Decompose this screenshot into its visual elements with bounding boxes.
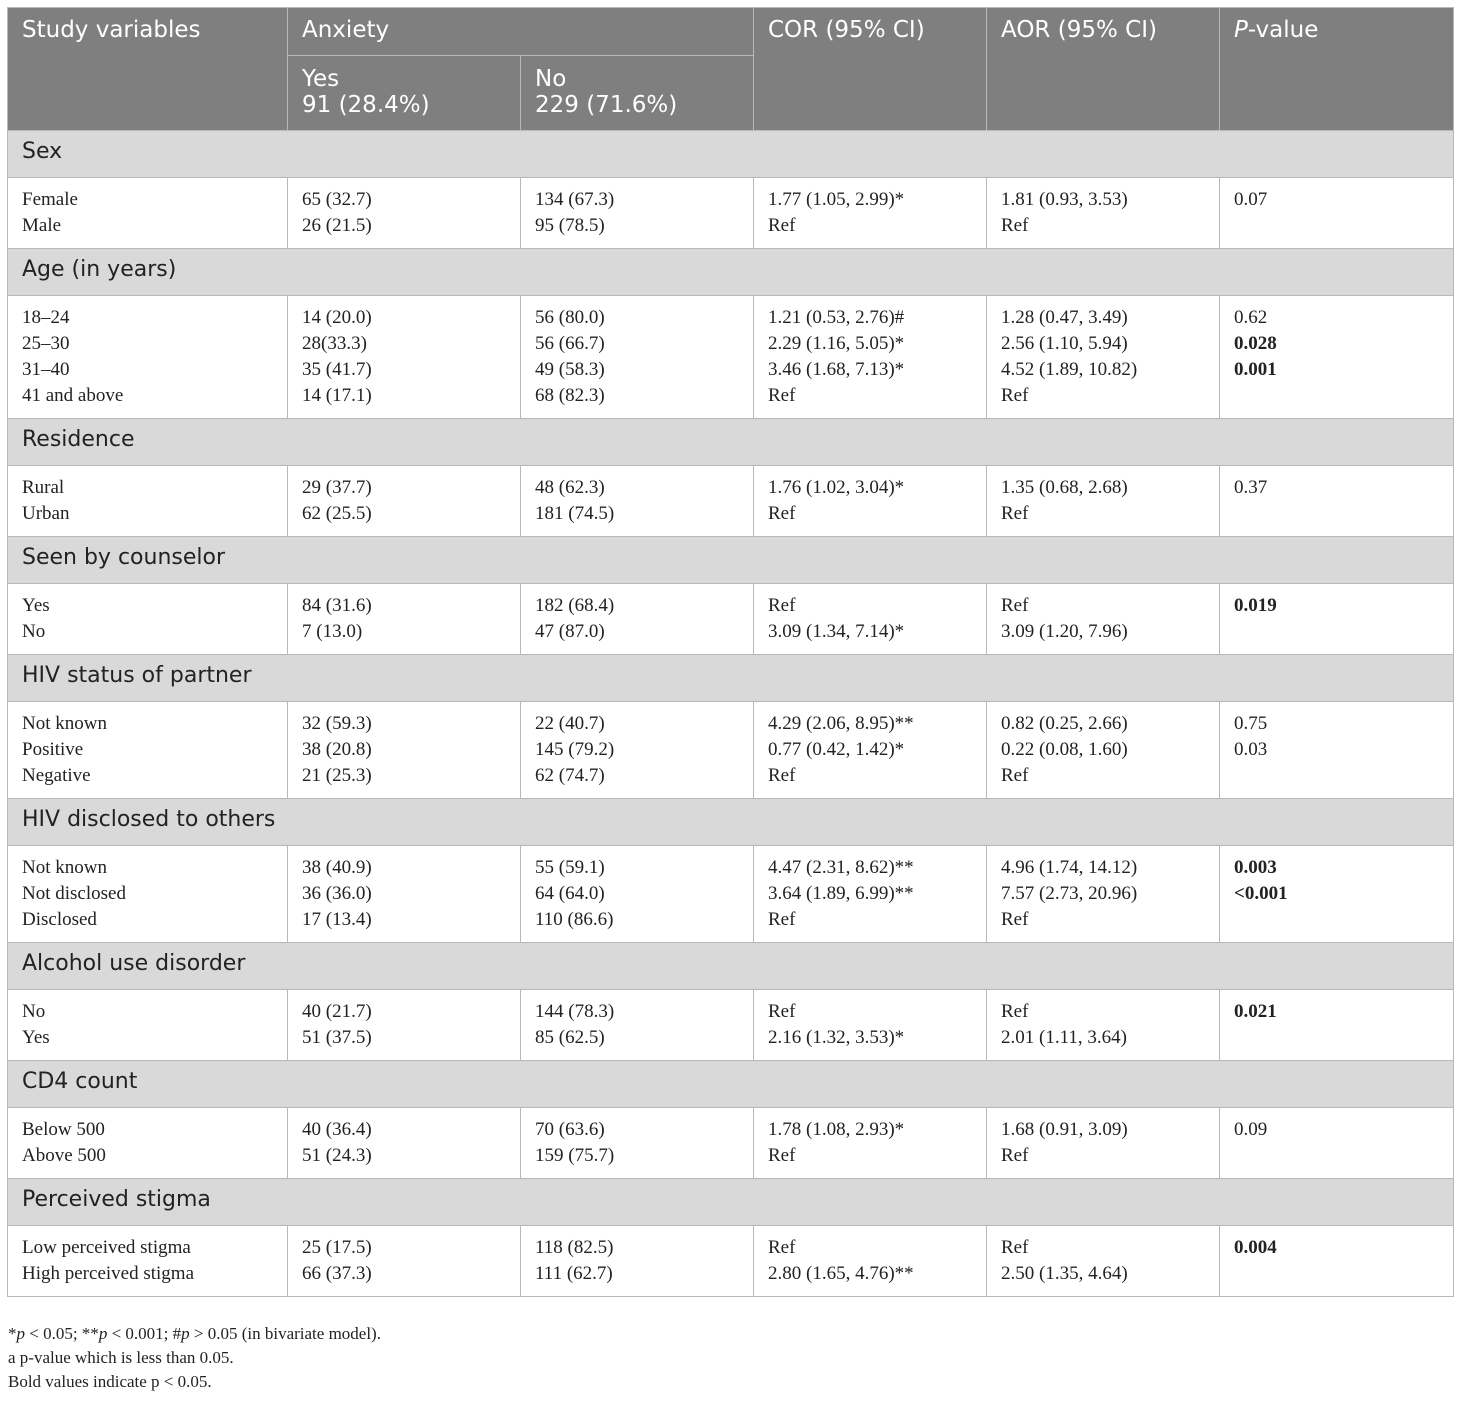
table-value: 56 (66.7) (535, 333, 605, 354)
table-value (1234, 501, 1453, 527)
table-value: 1.76 (1.02, 3.04)* (768, 477, 905, 498)
cor-cell (754, 846, 987, 943)
table-value: 14 (17.1) (302, 385, 372, 406)
table-value: 1.78 (1.08, 2.93)* (768, 1119, 905, 1140)
table-value: 17 (13.4) (302, 909, 372, 930)
variable-cell (8, 178, 288, 249)
table-value: 25 (17.5) (302, 1237, 372, 1258)
table-value: Ref (768, 1145, 796, 1166)
header-cor: COR (95% CI) (754, 8, 987, 131)
anxiety-no-cell (521, 990, 754, 1061)
header-p-value (1220, 8, 1454, 131)
table-value: 28(33.3) (302, 333, 367, 354)
aor-cell (987, 990, 1220, 1061)
table-footnotes (8, 1322, 381, 1394)
section-header-row (8, 1061, 1454, 1108)
table-value: Ref (768, 385, 796, 406)
table-value: 62 (25.5) (302, 503, 372, 524)
table-value: 181 (74.5) (535, 503, 615, 524)
table-value: 0.028 (1234, 333, 1277, 354)
table-header (8, 8, 1454, 131)
variable-cell (8, 584, 288, 655)
section-header-row (8, 131, 1454, 178)
table-value: Not known (22, 857, 107, 878)
table-value: 65 (32.7) (302, 189, 372, 210)
table-value: 111 (62.7) (535, 1263, 613, 1284)
table-value: 1.28 (0.47, 3.49) (1001, 307, 1128, 328)
table-value: 47 (87.0) (535, 621, 605, 642)
table-value: 49 (58.3) (535, 359, 605, 380)
section-title: Perceived stigma (8, 1179, 1454, 1226)
table-value: 7.57 (2.73, 20.96) (1001, 883, 1138, 904)
table-value: Male (22, 215, 62, 236)
aor-cell (987, 584, 1220, 655)
table-value: Female (22, 189, 78, 210)
section-header-row (8, 655, 1454, 702)
section-title: Age (in years) (8, 249, 1454, 296)
table-value: 110 (86.6) (535, 909, 614, 930)
p-value-cell (1220, 846, 1454, 943)
table-value: 0.37 (1234, 477, 1268, 498)
anxiety-no-cell (521, 1226, 754, 1297)
section-data-row (8, 1226, 1454, 1297)
header-yes-label: Yes (302, 66, 340, 92)
table-value: 0.07 (1234, 189, 1268, 210)
anxiety-no-cell (521, 178, 754, 249)
table-value: 0.77 (0.42, 1.42)* (768, 739, 905, 760)
table-value: 35 (41.7) (302, 359, 372, 380)
table-value: 55 (59.1) (535, 857, 605, 878)
anxiety-no-cell (521, 846, 754, 943)
table-value: 56 (80.0) (535, 307, 605, 328)
header-p-italic: P (1234, 17, 1248, 43)
p-value-cell (1220, 1108, 1454, 1179)
table-value (1234, 1143, 1453, 1169)
table-value: 1.35 (0.68, 2.68) (1001, 477, 1128, 498)
anxiety-no-cell (521, 1108, 754, 1179)
variable-cell (8, 296, 288, 419)
table-value: 145 (79.2) (535, 739, 615, 760)
table-value: 4.96 (1.74, 14.12) (1001, 857, 1138, 878)
anxiety-yes-cell (288, 296, 521, 419)
footnote-p: p (181, 1324, 190, 1343)
table-value: 2.01 (1.11, 3.64) (1001, 1027, 1127, 1048)
table-value: 38 (40.9) (302, 857, 372, 878)
table-value: Ref (768, 215, 796, 236)
table-value (1234, 213, 1453, 239)
header-yes (288, 56, 521, 131)
table-value: 41 and above (22, 385, 124, 406)
variable-cell (8, 702, 288, 799)
table-value: Ref (1001, 1001, 1029, 1022)
table-value: Above 500 (22, 1145, 106, 1166)
table-value: 134 (67.3) (535, 189, 615, 210)
results-table-container (7, 7, 1453, 1297)
table-value: Ref (768, 1001, 796, 1022)
anxiety-no-cell (521, 584, 754, 655)
table-value: 2.29 (1.16, 5.05)* (768, 333, 905, 354)
table-value: 70 (63.6) (535, 1119, 605, 1140)
table-value: 0.021 (1234, 1001, 1277, 1022)
table-value: 18–24 (22, 307, 70, 328)
variable-cell (8, 466, 288, 537)
section-header-row (8, 419, 1454, 466)
table-value: 1.81 (0.93, 3.53) (1001, 189, 1128, 210)
table-value: No (22, 1001, 46, 1022)
p-value-cell (1220, 702, 1454, 799)
anxiety-yes-cell (288, 178, 521, 249)
anxiety-no-cell (521, 466, 754, 537)
footnote-star: * (8, 1324, 17, 1343)
header-aor: AOR (95% CI) (987, 8, 1220, 131)
header-no-label: No (535, 66, 567, 92)
table-value: 0.03 (1234, 739, 1268, 760)
table-value: 0.75 (1234, 713, 1268, 734)
footnote-significance (8, 1322, 381, 1346)
table-value: 51 (24.3) (302, 1145, 372, 1166)
header-yes-count: 91 (28.4%) (302, 92, 430, 118)
table-value: 32 (59.3) (302, 713, 372, 734)
cor-cell (754, 584, 987, 655)
section-data-row (8, 466, 1454, 537)
table-value: Ref (1001, 215, 1029, 236)
table-value: 3.09 (1.20, 7.96) (1001, 621, 1128, 642)
table-value: Ref (1001, 1145, 1029, 1166)
table-value: 84 (31.6) (302, 595, 372, 616)
table-value: 2.50 (1.35, 4.64) (1001, 1263, 1128, 1284)
anxiety-yes-cell (288, 466, 521, 537)
table-value: 144 (78.3) (535, 1001, 615, 1022)
table-value: 85 (62.5) (535, 1027, 605, 1048)
table-value: 4.52 (1.89, 10.82) (1001, 359, 1138, 380)
section-data-row (8, 178, 1454, 249)
section-data-row (8, 702, 1454, 799)
header-study-variables: Study variables (8, 8, 288, 131)
section-title: Seen by counselor (8, 537, 1454, 584)
table-value: Not known (22, 713, 107, 734)
header-no-count: 229 (71.6%) (535, 92, 678, 118)
table-value: 40 (21.7) (302, 1001, 372, 1022)
table-value: 1.68 (0.91, 3.09) (1001, 1119, 1128, 1140)
cor-cell (754, 702, 987, 799)
header-no (521, 56, 754, 131)
cor-cell (754, 466, 987, 537)
table-value: Low perceived stigma (22, 1237, 191, 1258)
table-value: High perceived stigma (22, 1263, 195, 1284)
aor-cell (987, 846, 1220, 943)
section-header-row (8, 249, 1454, 296)
anxiety-yes-cell (288, 990, 521, 1061)
table-value: 1.21 (0.53, 2.76)# (768, 307, 905, 328)
p-value-cell (1220, 584, 1454, 655)
table-value: <0.001 (1234, 883, 1288, 904)
table-value: 51 (37.5) (302, 1027, 372, 1048)
table-value: 95 (78.5) (535, 215, 605, 236)
section-title: HIV status of partner (8, 655, 1454, 702)
cor-cell (754, 990, 987, 1061)
table-value: 0.22 (0.08, 1.60) (1001, 739, 1128, 760)
table-value: 0.001 (1234, 359, 1277, 380)
table-value (1234, 763, 1453, 789)
section-header-row (8, 537, 1454, 584)
anxiety-no-cell (521, 702, 754, 799)
footnote-bold: Bold values indicate p < 0.05. (8, 1372, 212, 1391)
table-value: 40 (36.4) (302, 1119, 372, 1140)
footnote-text: < 0.05; ** (25, 1324, 99, 1343)
p-value-cell (1220, 178, 1454, 249)
section-data-row (8, 584, 1454, 655)
variable-cell (8, 846, 288, 943)
table-value: Ref (768, 765, 796, 786)
table-value: 36 (36.0) (302, 883, 372, 904)
table-value: 48 (62.3) (535, 477, 605, 498)
anxiety-yes-cell (288, 1226, 521, 1297)
footnote-a: a p-value which is less than 0.05. (8, 1348, 234, 1367)
cor-cell (754, 1226, 987, 1297)
header-anxiety: Anxiety (288, 8, 754, 56)
anxiety-yes-cell (288, 702, 521, 799)
table-value (1234, 383, 1453, 409)
variable-cell (8, 990, 288, 1061)
p-value-cell (1220, 296, 1454, 419)
table-value: 2.16 (1.32, 3.53)* (768, 1027, 905, 1048)
aor-cell (987, 178, 1220, 249)
table-value: 25–30 (22, 333, 70, 354)
anxiety-yes-cell (288, 846, 521, 943)
table-value: Ref (1001, 503, 1029, 524)
table-value: Ref (768, 909, 796, 930)
aor-cell (987, 702, 1220, 799)
table-value: Rural (22, 477, 65, 498)
table-value: 3.09 (1.34, 7.14)* (768, 621, 905, 642)
section-title: CD4 count (8, 1061, 1454, 1108)
table-value: 22 (40.7) (535, 713, 605, 734)
header-p-rest: -value (1247, 17, 1319, 43)
p-value-cell (1220, 990, 1454, 1061)
table-value: 7 (13.0) (302, 621, 363, 642)
table-value: 159 (75.7) (535, 1145, 615, 1166)
table-value (1234, 1025, 1453, 1051)
table-value: Negative (22, 765, 91, 786)
table-value: Ref (768, 503, 796, 524)
table-value: 38 (20.8) (302, 739, 372, 760)
table-body (8, 131, 1454, 1297)
table-value: Ref (1001, 1237, 1029, 1258)
table-value: 21 (25.3) (302, 765, 372, 786)
table-value: 1.77 (1.05, 2.99)* (768, 189, 905, 210)
table-value: Ref (1001, 595, 1029, 616)
table-value: 0.019 (1234, 595, 1277, 616)
table-value: 4.29 (2.06, 8.95)** (768, 713, 914, 734)
footnote-text: > 0.05 (in bivariate model). (189, 1324, 381, 1343)
table-value: 3.64 (1.89, 6.99)** (768, 883, 914, 904)
section-title: HIV disclosed to others (8, 799, 1454, 846)
table-value: 182 (68.4) (535, 595, 615, 616)
cor-cell (754, 178, 987, 249)
table-value: Ref (768, 1237, 796, 1258)
cor-cell (754, 1108, 987, 1179)
anxiety-no-cell (521, 296, 754, 419)
section-header-row (8, 799, 1454, 846)
section-title: Sex (8, 131, 1454, 178)
table-value: 14 (20.0) (302, 307, 372, 328)
table-value: Yes (22, 595, 50, 616)
table-value: Below 500 (22, 1119, 105, 1140)
table-value: 0.82 (0.25, 2.66) (1001, 713, 1128, 734)
section-data-row (8, 990, 1454, 1061)
cor-cell (754, 296, 987, 419)
table-value: Ref (1001, 765, 1029, 786)
table-value: Ref (1001, 385, 1029, 406)
table-value: 0.09 (1234, 1119, 1268, 1140)
table-value: 0.003 (1234, 857, 1277, 878)
footnote-text: < 0.001; # (107, 1324, 182, 1343)
table-value: Ref (768, 595, 796, 616)
table-value: 26 (21.5) (302, 215, 372, 236)
p-value-cell (1220, 1226, 1454, 1297)
anxiety-yes-cell (288, 1108, 521, 1179)
section-title: Residence (8, 419, 1454, 466)
table-value: No (22, 621, 46, 642)
table-value: 29 (37.7) (302, 477, 372, 498)
section-title: Alcohol use disorder (8, 943, 1454, 990)
table-value: 66 (37.3) (302, 1263, 372, 1284)
table-value: 2.80 (1.65, 4.76)** (768, 1263, 914, 1284)
table-value: Yes (22, 1027, 50, 1048)
table-value: Positive (22, 739, 84, 760)
table-value: 62 (74.7) (535, 765, 605, 786)
p-value-cell (1220, 466, 1454, 537)
aor-cell (987, 296, 1220, 419)
table-value: 0.004 (1234, 1237, 1277, 1258)
variable-cell (8, 1108, 288, 1179)
table-value: 0.62 (1234, 307, 1268, 328)
table-value: 31–40 (22, 359, 70, 380)
aor-cell (987, 1226, 1220, 1297)
section-header-row (8, 1179, 1454, 1226)
section-data-row (8, 1108, 1454, 1179)
table-value: Not disclosed (22, 883, 126, 904)
table-value: 64 (64.0) (535, 883, 605, 904)
results-table (7, 7, 1454, 1297)
table-value (1234, 619, 1453, 645)
table-value: Ref (1001, 909, 1029, 930)
table-value: Urban (22, 503, 70, 524)
table-value: 2.56 (1.10, 5.94) (1001, 333, 1128, 354)
aor-cell (987, 1108, 1220, 1179)
section-header-row (8, 943, 1454, 990)
aor-cell (987, 466, 1220, 537)
table-value (1234, 907, 1453, 933)
variable-cell (8, 1226, 288, 1297)
table-value: 3.46 (1.68, 7.13)* (768, 359, 905, 380)
table-value: 68 (82.3) (535, 385, 605, 406)
table-value: Disclosed (22, 909, 97, 930)
section-data-row (8, 846, 1454, 943)
anxiety-yes-cell (288, 584, 521, 655)
section-data-row (8, 296, 1454, 419)
table-value: 118 (82.5) (535, 1237, 614, 1258)
footnote-p: p (16, 1324, 25, 1343)
table-value (1234, 1261, 1453, 1287)
footnote-p: p (98, 1324, 108, 1343)
table-value: 4.47 (2.31, 8.62)** (768, 857, 914, 878)
